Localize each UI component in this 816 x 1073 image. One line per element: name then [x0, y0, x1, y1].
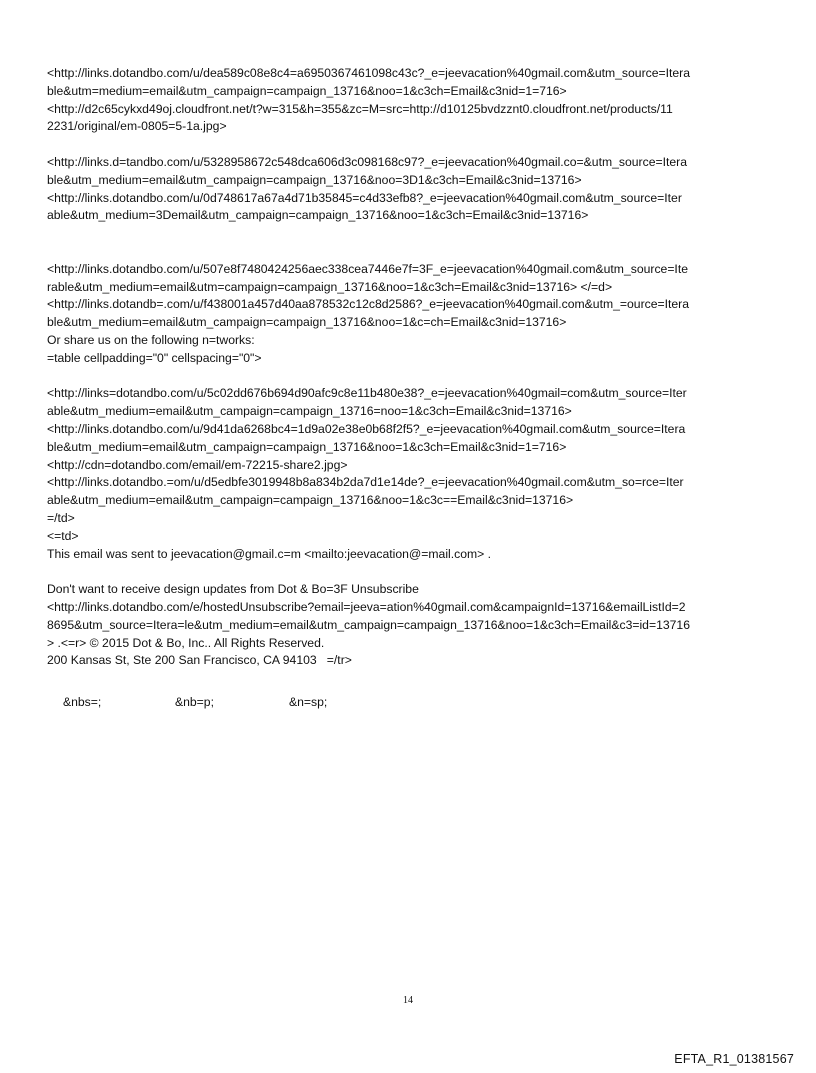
text-line: <http://links.dotandbo.com/u/507e8f7480424256aec338cea7446e7f=3F_e=jeevacation%40gmail.com&utm_source=Ite: [47, 261, 688, 276]
text-line: <http://links.dotandbo.com/u/dea589c08e8c4=a6950367461098c43c?_e=jeevacation%40gmail.com&utm_source=Itera: [47, 66, 691, 80]
nbsp-token: &n=sp;: [289, 695, 328, 709]
text-line: <http://links.dotandbo.com/u/0d748617a67a4d71b35845=c4d33efb8?_e=jeevacation%40gmail.com&utm_source=Iter: [47, 190, 682, 205]
text-line: ble&utm_medium=email&utm_campaign=campaign_13716&noo=1&c3ch=Email&c3nid=1=716>: [47, 439, 567, 454]
document-id: EFTA_R1_01381567: [674, 1052, 794, 1066]
unsubscribe-text: Don't want to receive design updates from Dot & Bo=3F Unsubscribe: [47, 582, 419, 597]
copyright-line: > .<=r> © 2015 Dot & Bo, Inc.. All Rights Reserved.: [47, 635, 325, 650]
text-line: 2231/original/em-0805=5-1a.jpg>: [47, 119, 227, 134]
address-line: 200 Kansas St, Ste 200 San Francisco, CA 94103 =/tr>: [47, 653, 352, 668]
text-line: ble&utm_medium=email&utm_campaign=campaign_13716&noo=3D1&c3ch=Email&c3nid=13716>: [47, 172, 582, 187]
page-number: 14: [403, 995, 413, 1006]
text-line: able&utm_medium=email&utm_campaign=campaign_13716&noo=1&c3c==Email&c3nid=13716>: [47, 493, 574, 508]
text-line: <http://links.dotandbo.com/u/9d41da6268bc4=1d9a02e38e0b68f2f5?_e=jeevacation%40gmail.com&utm_source=Itera: [47, 421, 686, 436]
unsubscribe-block: [47, 581, 773, 670]
link-block-3: [47, 261, 773, 368]
text-line: ble&utm=medium=email&utm_campaign=campaign_13716&noo=1&c3ch=Email&c3nid=1=716>: [47, 83, 567, 98]
text-line: =/td>: [47, 510, 75, 525]
text-line: 8695&utm_source=Itera=le&utm_medium=email&utm_campaign=campaign_13716&noo=1&c3ch=Email&c3=id=13716: [47, 617, 690, 632]
spacer: [47, 136, 773, 154]
text-line: <http://links.dotandbo.=om/u/d5edbfe3019948b8a834b2da7d1e14de?_e=jeevacation%40gmail.com&utm_so=rce=Iter: [47, 475, 684, 490]
text-line: <http://links.dotandb=.com/u/f438001a457d40aa878532c12c8d2586?_e=jeevacation%40gmail.com&utm_=ource=Itera: [47, 297, 690, 312]
text-line: <http://links=dotandbo.com/u/5c02dd676b694d90afc9c8e11b480e38?_e=jeevacation%40gmail=com&utm_source=Iter: [47, 386, 687, 401]
text-line: able&utm_medium=email&utm_campaign=campaign_13716=noo=1&c3ch=Email&c3nid=13716>: [47, 404, 572, 419]
text-line: <http://links.dotandbo.com/e/hostedUnsubscribe?email=jeeva=ation%40gmail.com&campaignId=13716&emailListId=2: [47, 599, 686, 614]
share-networks-text: Or share us on the following n=tworks:: [47, 332, 255, 347]
text-line: <http://d2c65cykxd49oj.cloudfront.net/t?w=315&h=355&zc=M=src=http://d10125bvdzznt0.cloudfront.net/products/11: [47, 101, 673, 116]
spacer: [47, 368, 773, 386]
text-line: rable&utm_medium=email&utm=campaign=campaign_13716&noo=1&c3ch=Email&c3nid=13716> </=d>: [47, 279, 613, 294]
link-block-2: [47, 154, 773, 225]
nbsp-token: &nb=p;: [175, 695, 214, 709]
text-line: ble&utm_medium=email&utm_campaign=campaign_13716&noo=1&c=ch=Email&c3nid=13716>: [47, 315, 567, 330]
nbsp-token-row: [63, 694, 327, 712]
text-line: <http://links.d=tandbo.com/u/5328958672c548dca606d3c098168c97?_e=jeevacation%40gmail.co=&utm_source=Itera: [47, 154, 687, 169]
nbsp-token: &nbs=;: [63, 695, 102, 709]
email-body: [47, 65, 773, 670]
spacer: [47, 225, 773, 261]
link-block-1: [47, 65, 773, 136]
text-line: able&utm_medium=3Demail&utm_campaign=campaign_13716&noo=1&c3ch=Email&c3nid=13716>: [47, 208, 589, 223]
link-block-4: [47, 385, 773, 563]
text-line: <=td>: [47, 528, 79, 543]
text-line: =table cellpadding="0" cellspacing="0">: [47, 350, 262, 365]
spacer: [47, 563, 773, 581]
email-sent-notice: This email was sent to jeevacation@gmail.c=m <mailto:jeevacation@=mail.com> .: [47, 546, 492, 561]
text-line: <http://cdn=dotandbo.com/email/em-72215-share2.jpg>: [47, 457, 348, 472]
